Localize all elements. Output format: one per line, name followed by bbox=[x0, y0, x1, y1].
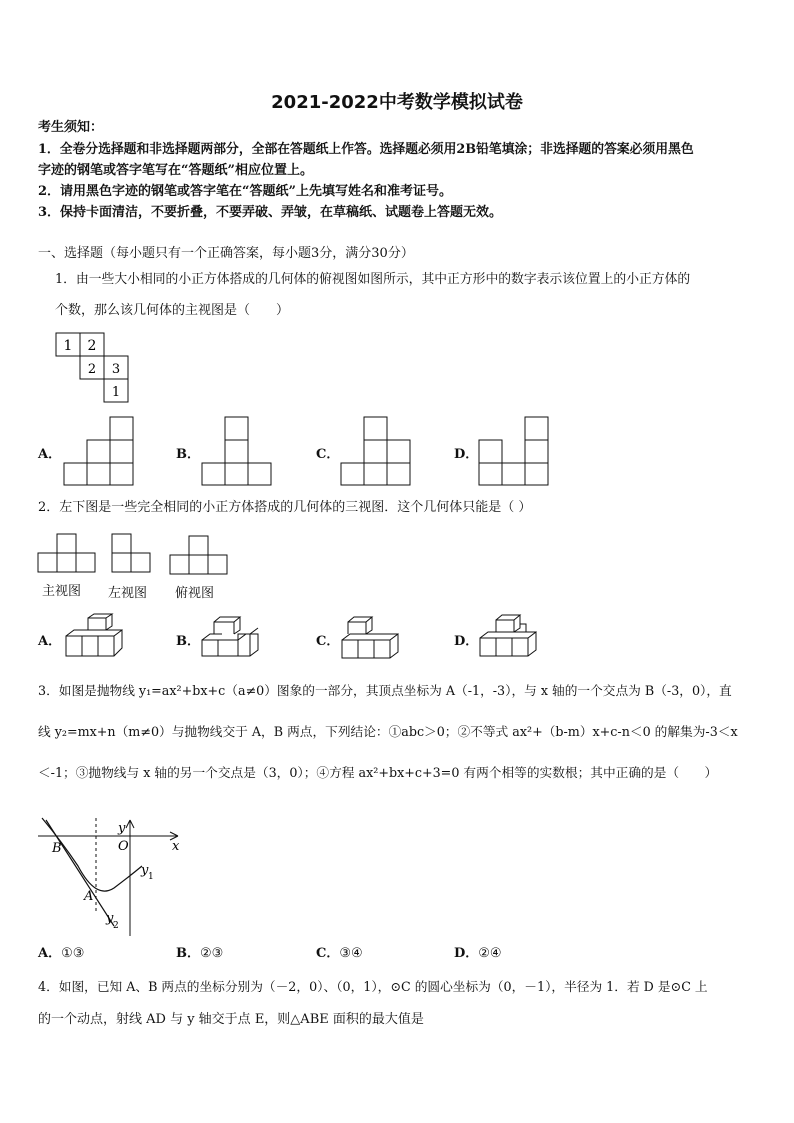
q3-option-b-letter: B． bbox=[176, 946, 200, 961]
q3-option-b-text: ②③ bbox=[200, 946, 224, 961]
q1-cell-4: 3 bbox=[111, 362, 121, 377]
q3-y2-subscript: 2 bbox=[113, 921, 119, 931]
q3-option-c bbox=[316, 946, 363, 962]
q3-option-a-text: ①③ bbox=[61, 946, 85, 961]
q3-option-b bbox=[176, 946, 223, 962]
q3-option-c-letter: C． bbox=[316, 946, 340, 961]
q3-line-3: ＜-1；③抛物线与 x 轴的另一个交点是（3，0）；④方程 ax²+bx+c+3=0 有两个相等的实数根；其中正确的是（ ） bbox=[38, 765, 718, 780]
section-heading: 一、选择题（每小题只有一个正确答案，每小题3分，满分30分） bbox=[38, 246, 414, 261]
q1-option-c-label: C． bbox=[316, 447, 340, 462]
q3-option-a-letter: A． bbox=[38, 946, 62, 961]
q1-option-d-figure bbox=[479, 416, 551, 486]
q2-option-a-figure bbox=[64, 614, 126, 660]
q2-left-view-figure bbox=[111, 533, 151, 575]
q2-caption-top: 俯视图 bbox=[175, 586, 215, 601]
q2-line-1: 2．左下图是一些完全相同的小正方体搭成的几何体的三视图．这个几何体只能是（ ） bbox=[38, 500, 532, 515]
q1-cell-3: 2 bbox=[87, 362, 97, 377]
q2-option-d-figure bbox=[478, 614, 540, 660]
q3-line-1: 3．如图是抛物线 y₁=ax²+bx+c（a≠0）图象的一部分，其顶点坐标为 A（-1，-3），与 x 轴的一个交点为 B（-3，0），直 bbox=[38, 683, 732, 698]
q2-caption-left: 左视图 bbox=[108, 586, 148, 601]
q2-option-c-label: C． bbox=[316, 634, 340, 649]
q4-line-2: 的一个动点，射线 AD 与 y 轴交于点 E，则△ABE 面积的最大值是 bbox=[38, 1012, 424, 1027]
q1-option-a-figure bbox=[64, 416, 136, 486]
q2-top-view-figure bbox=[170, 535, 232, 577]
q1-option-a-label: A． bbox=[38, 447, 62, 462]
q1-cell-2: 2 bbox=[87, 338, 97, 354]
q3-option-c-text: ③④ bbox=[339, 946, 363, 961]
q3-option-d-text: ②④ bbox=[478, 946, 502, 961]
q2-option-b-figure bbox=[200, 614, 262, 660]
q3-y-axis-label: y bbox=[118, 821, 126, 836]
q1-cell-5: 1 bbox=[111, 385, 121, 400]
q3-parabola-graph bbox=[38, 818, 188, 936]
q3-point-b-label: B bbox=[52, 841, 62, 856]
q3-option-a bbox=[38, 946, 84, 962]
q1-line-2: 个数，那么该几何体的主视图是（ ） bbox=[55, 303, 290, 318]
q2-option-c-figure bbox=[340, 614, 402, 660]
q3-line-2: 线 y₂=mx+n（m≠0）与抛物线交于 A，B 两点，下列结论：①abc＞0；②不等式 ax²+（b-m）x+c-n＜0 的解集为-3＜x bbox=[38, 724, 738, 739]
q2-caption-front: 主视图 bbox=[42, 584, 82, 599]
q2-option-b-label: B． bbox=[176, 634, 200, 649]
page-title: 2021-2022中考数学模拟试卷 bbox=[271, 92, 523, 113]
q1-top-view-figure bbox=[55, 332, 135, 404]
q1-option-d-label: D． bbox=[454, 447, 479, 462]
notice-heading: 考生须知： bbox=[38, 120, 104, 135]
q3-y2-label: y bbox=[106, 911, 114, 926]
notice-line-2: 2．请用黑色字迹的钢笔或答字笔在“答题纸”上先填写姓名和准考证号。 bbox=[38, 184, 453, 199]
q2-option-a-label: A． bbox=[38, 634, 62, 649]
q3-x-axis-label: x bbox=[172, 839, 180, 854]
q1-option-b-label: B． bbox=[176, 447, 200, 462]
q1-option-c-figure bbox=[341, 416, 413, 486]
q1-option-b-figure bbox=[202, 416, 274, 486]
q3-option-d bbox=[454, 946, 502, 962]
q3-option-d-letter: D． bbox=[454, 946, 479, 961]
notice-line-3: 3．保持卡面清洁，不要折叠，不要弄破、弄皱，在草稿纸、试题卷上答题无效。 bbox=[38, 205, 503, 220]
q4-line-1: 4．如图，已知 A、B 两点的坐标分别为（－2，0）、（0，1），⊙C 的圆心坐标为（0，－1），半径为 1．若 D 是⊙C 上 bbox=[38, 979, 708, 994]
q3-y1-label: y bbox=[141, 863, 149, 878]
notice-line-1b: 字迹的钢笔或答字笔写在“答题纸”相应位置上。 bbox=[38, 163, 313, 178]
q1-line-1: 1．由一些大小相同的小正方体搭成的几何体的俯视图如图所示，其中正方形中的数字表示该位置上的小正方体的 bbox=[55, 272, 691, 287]
q3-origin-label: O bbox=[118, 839, 129, 854]
q1-cell-1: 1 bbox=[63, 338, 73, 354]
q2-option-d-label: D． bbox=[454, 634, 479, 649]
q3-point-a-label: A bbox=[84, 889, 94, 904]
q2-front-view-figure bbox=[38, 533, 100, 575]
q3-y1-subscript: 1 bbox=[148, 872, 154, 882]
notice-line-1a: 1．全卷分选择题和非选择题两部分，全部在答题纸上作答。选择题必须用2B铅笔填涂；非选择题的答案必须用黑色 bbox=[38, 142, 694, 157]
